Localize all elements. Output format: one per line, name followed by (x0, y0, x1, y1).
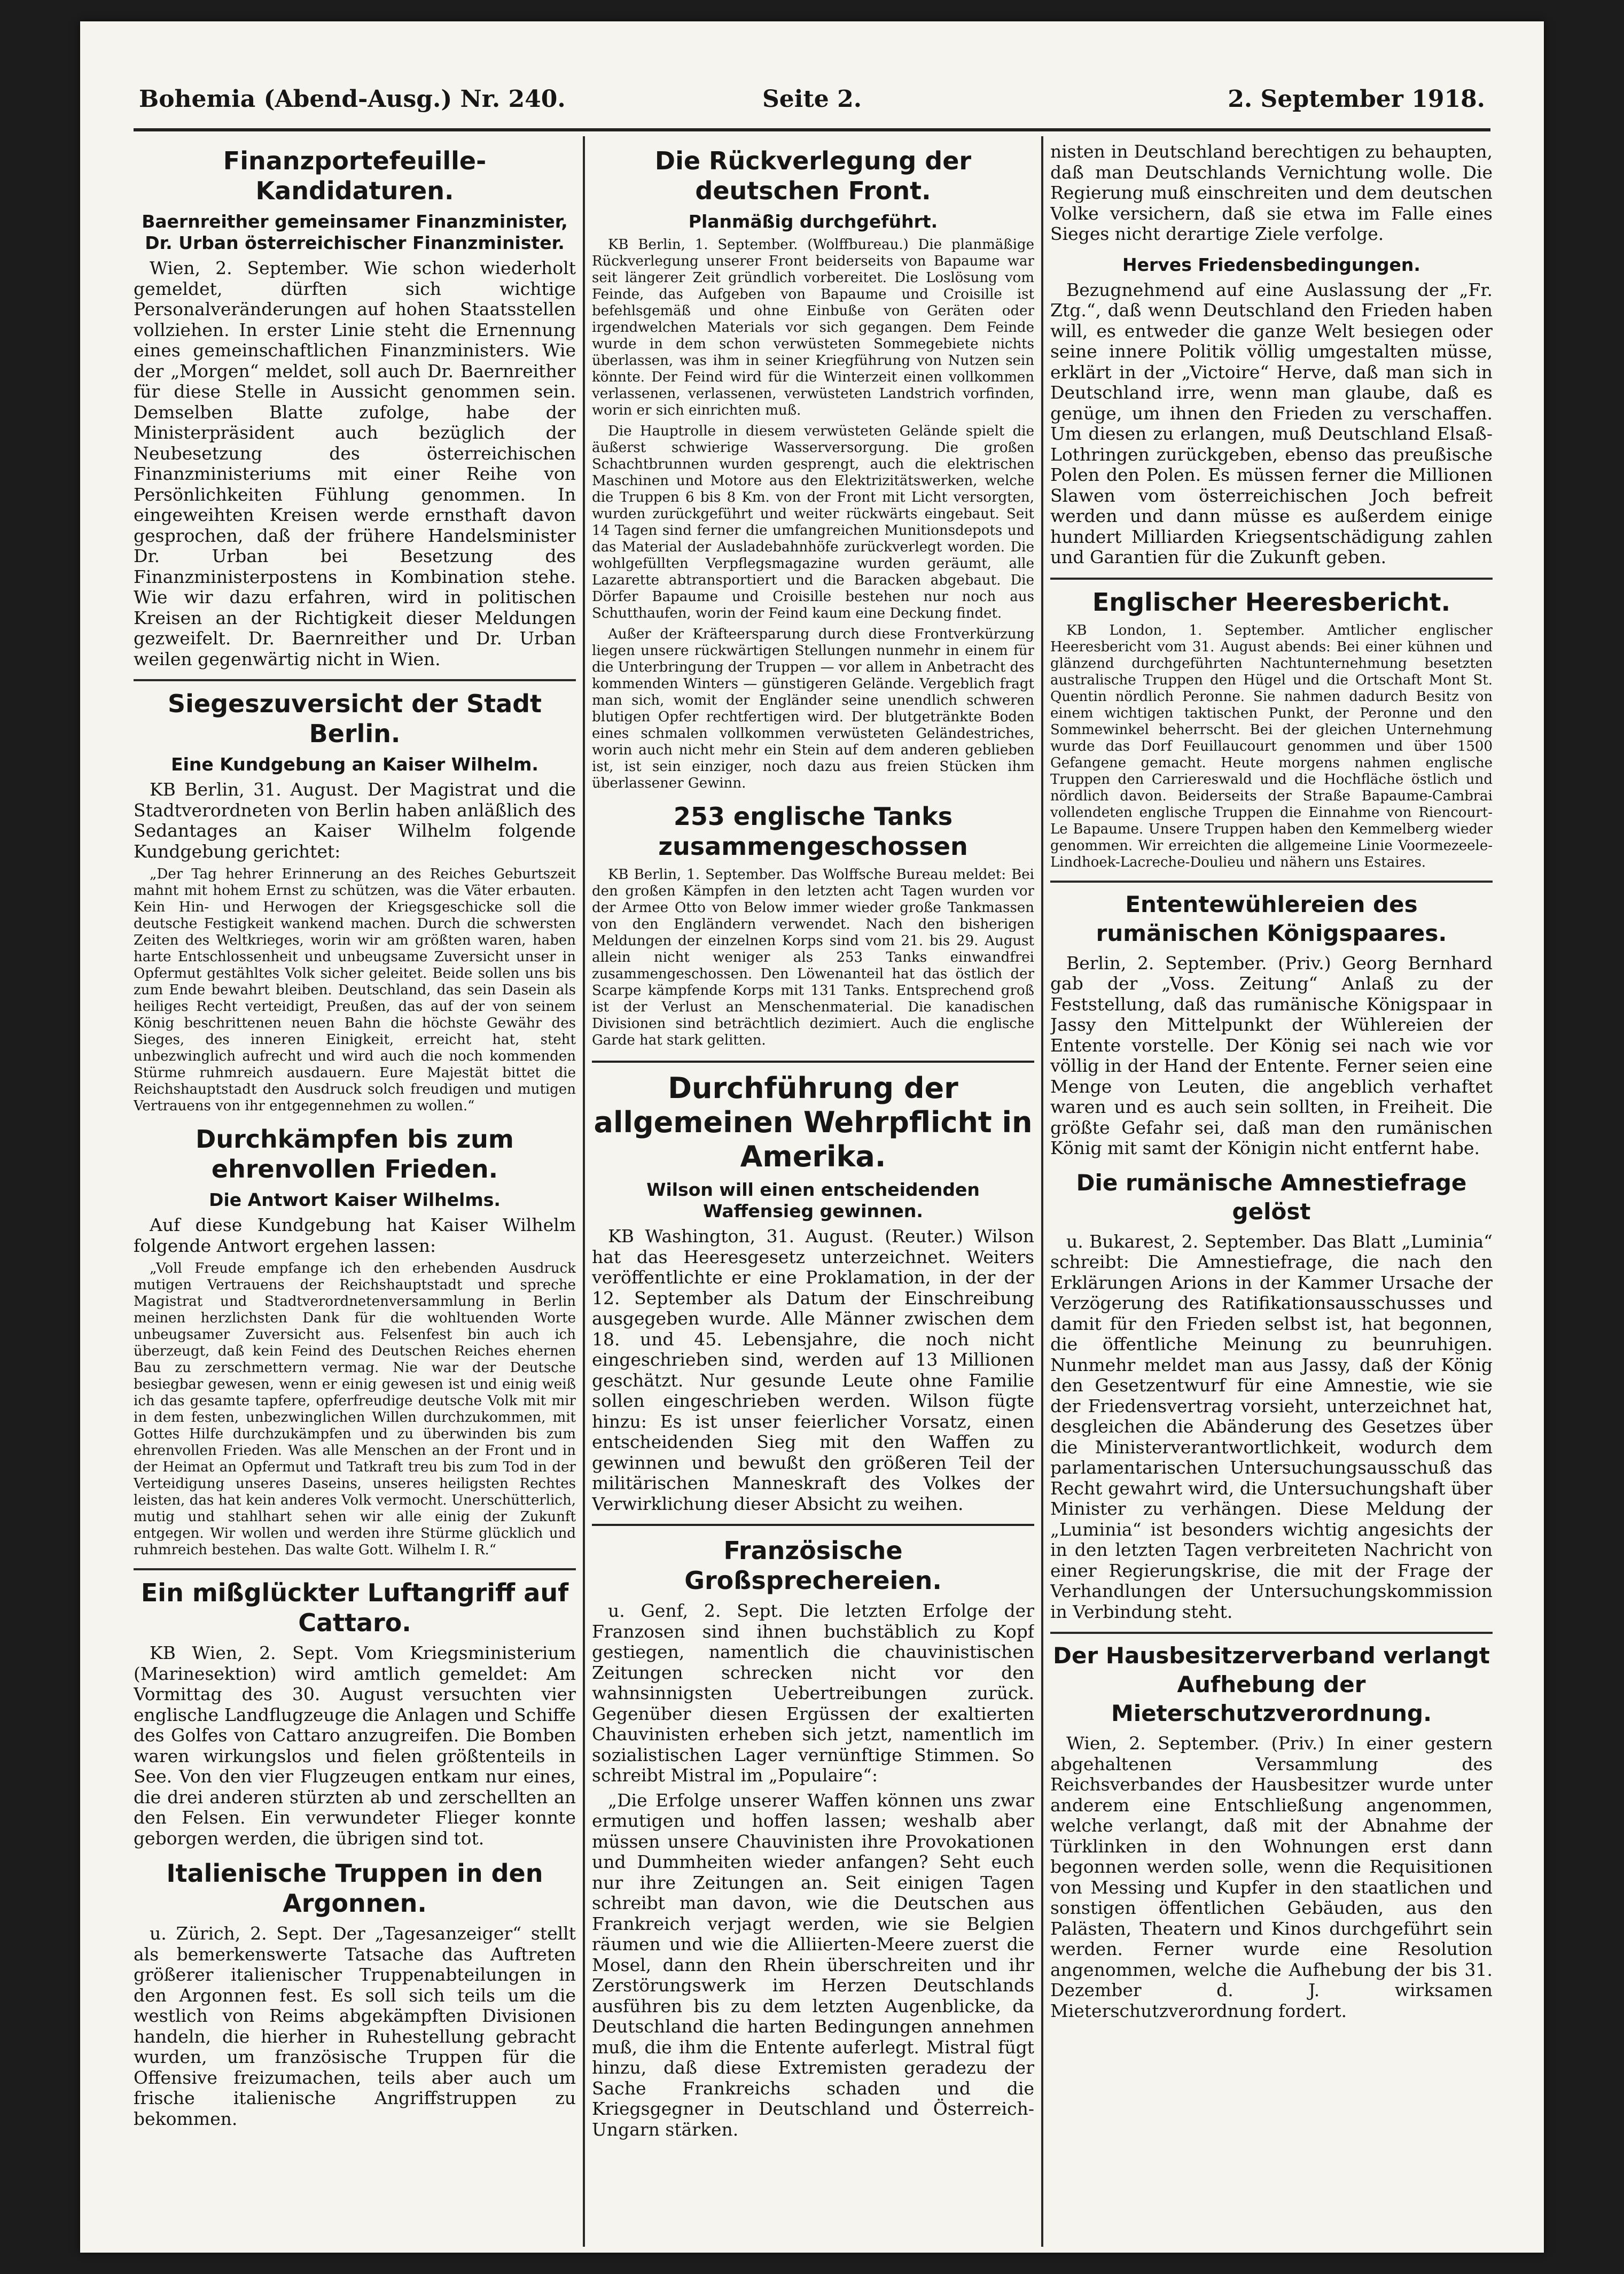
article-hausbesitzerverband (1050, 1641, 1493, 2021)
article-heeresbericht (1050, 587, 1493, 871)
article-body: nisten in Deutschland berechtigen zu behaupten, daß man Deutschlands Vernichtung wolle. Die Regierung muß einschreiten und dem deutschen Volke versichern, daß sie etwa im Falle eines Sieges nicht derartige Ziele verfolge. (1050, 142, 1493, 244)
article-body: KB Washington, 31. August. (Reuter.) Wilson hat das Heeresgesetz unterzeichnet. Weiters veröffentlichte er eine Proklamation, in der der 12. September als Datum der Einschreibung ausgegeben wurde. Alle Männer zwischen dem 18. und 45. Lebensjahre, die noch nicht eingeschrieben sind, werden auf 13 Millionen geschätzt. Nur gesunde Leute ohne Familie sollen eingeschrieben werden. Wilson fügte hinzu: Es ist unser feierlicher Vorsatz, einen entscheidenden Sieg mit den Waffen zu gewinnen und bewußt den größeren Teil der militärischen Manneskraft des Volkes der Verwirklichung dieser Absicht zu weihen. (592, 1226, 1034, 1514)
article-title: Italienische Truppen in den Argonnen. (166, 1859, 543, 1918)
article-quote: „Der Tag hehrer Erinnerung an des Reiches Geburtszeit mahnt mit hohem Ernst zu schützen, was die Väter erbauten. Kein Hin- und Herwogen der Kriegsgeschicke soll die deutsche Festigkeit wankend machen. Durch die schwersten Zeiten des Weltkrieges, worin wir am größten waren, haben harte Entschlossenheit und unbeugsame Zuversicht unser in Opfermut gestähltes Volk sicher geleitet. Beide sollen uns bis zum Ende bewahrt bleiben. Deutschland, das sein Dasein als heiliges Recht verteidigt, Preußen, das auf der von seinem König beschrittenen neuen Bahn die höchste Gewähr des Sieges, des inneren Einigkeit, erreicht hat, steht unbezwinglich aufrecht und wird auch die noch kommenden Stürme ruhmreich ausdauern. Eure Majestät bittet die Reichshauptstadt den Ausdruck solch freudigen und mutigen Vertrauens von ihr entgegennehmen zu wollen.“ (134, 866, 576, 1114)
article-body: u. Genf, 2. Sept. Die letzten Erfolge der Franzosen sind ihnen buchstäblich zu Kopf gestiegen, namentlich die chauvinistischen Zeitungen schrecken nicht vor den wahnsinnigsten Uebertreibungen zurück. Gegenüber diesen Ergüssen der exaltierten Chauvinisten erheben sich jetzt, namentlich im sozialistischen Lager vernünftige Stimmen. So schreibt Mistral im „Populaire“: (592, 1600, 1034, 1786)
article-body: KB Berlin, 1. September. Das Wolffsche Bureau meldet: Bei den großen Kämpfen in den letzten acht Tagen wurden vor der Armee Otto von Below immer wieder große Tankmassen von den Engländern verwendet. Nach den bisherigen Meldungen der einzelnen Korps sind vom 21. bis 29. August allein nicht weniger als 253 Tanks einwandfrei zusammengeschossen. Den Löwenanteil hat das östlich der Scarpe kämpfende Korps mit 131 Tanks. Entsprechend groß ist der Verlust an Menschenmaterial. Die kanadischen Divisionen sind beträchtlich dezimiert. Auch die englische Garde hat stark gelitten. (592, 867, 1034, 1048)
article-grosssprechereien (592, 1536, 1034, 2140)
article-body: Bezugnehmend auf eine Auslassung der „Fr. Ztg.“, daß wenn Deutschland den Frieden haben will, es entweder die ganze Welt besiegen oder seine innere Politik völlig umgestalten müsse, erklärt in der „Victoire“ Herve, daß man sich in Deutschland irre, wenn man glaube, daß es genüge, um ihnen den Frieden zu verschaffen. Um diesen zu erlangen, muß Deutschland Elsaß-Lothringen zurückgeben, ebenso das preußische Polen den Polen. Es müssen ferner die Millionen Slawen vom österreichischen Joch befreit werden und dann müsse es außerdem einige hundert Milliarden Kriegsentschädigung zahlen und Garantien für die Zukunft geben. (1050, 279, 1493, 567)
article-body: KB Berlin, 1. September. (Wolffbureau.) Die planmäßige Rückverlegung unserer Front beiderseits von Bapaume war seit längerer Zeit gründlich vorbereitet. Die Loslösung vom Feinde, das Aufgeben von Bapaume und Croisille ist befehlsgemäß und ohne Einbuße von Geräten oder irgendwelchen Materials vor sich gegangen. Dem Feinde wurde in dem schon verwüsteten Sommegebiete nichts überlassen, was ihm in seiner Kriegführung von Nutzen sein könnte. Der Feind wird für die Winterzeit einen vollkommen verlassenen, verlassenen, verwüsteten Landstrich vorfinden, worin er sich einrichten muß. (592, 237, 1034, 418)
article-ententewuehlereien (1050, 890, 1493, 1159)
article-title: Durchführung der allgemeinen Wehrpflicht in Amerika. (594, 1071, 1033, 1173)
article-body: Auf diese Kundgebung hat Kaiser Wilhelm folgende Antwort ergehen lassen: (134, 1214, 576, 1256)
article-amnestiefrage (1050, 1169, 1493, 1623)
article-body: Wien, 2. September. Wie schon wiederholt gemeldet, dürften sich wichtige Personalveränderungen auf hohen Staatsstellen vollziehen. In erster Linie steht die Ernennung eines gemeinschaftlichen Finanzministers. Wie der „Morgen“ meldet, soll auch Dr. Baernreither für diese Stelle in Aussicht genommen sein. Demselben Blatte zufolge, habe der Ministerpräsident auch bezüglich der Neubesetzung des österreichischen Finanzministeriums mit einer Reihe von Persönlichkeiten Fühlung genommen. In eingeweihten Kreisen werde ernsthaft davon gesprochen, daß der frühere Handelsminister Dr. Urban bei Besetzung des Finanzministerpostens in Kombination stehe. Wie wir dazu erfahren, wird in politischen Kreisen an der Richtigkeit dieser Meldungen gezweifelt. Dr. Baernreither und Dr. Urban weilen gegenwärtig nicht in Wien. (134, 258, 576, 669)
article-separator (1050, 1632, 1493, 1634)
article-title: Die rumänische Amnestiefrage gelöst (1076, 1169, 1467, 1225)
article-argonnen (134, 1858, 576, 2129)
article-tanks (592, 801, 1034, 1049)
article-separator (134, 679, 576, 681)
page-header (139, 85, 1485, 123)
article-title: Die Rückverlegung der deutschen Front. (654, 146, 972, 205)
article-title: Englischer Heeresbericht. (1092, 587, 1451, 617)
newspaper-page (80, 21, 1544, 2253)
article-separator (1050, 578, 1493, 580)
article-body: Wien, 2. September. (Priv.) In einer gestern abgehaltenen Versammlung des Reichsverbandes der Hausbesitzer wurde unter anderem eine Entschließung angenommen, welche verlangt, daß mit der Abnahme der Türklinken in den Wohnungen erst dann begonnen werden solle, wenn die Requisitionen von Messing und Kupfer in den staatlichen und sonstigen öffentlichen Gebäuden, aus den Palästen, Theatern und Kinos durchgeführt sein werden. Ferner wurde eine Resolution angenommen, welche die Aufhebung der bis 31. Dezember d. J. wirksamen Mieterschutzverordnung fordert. (1050, 1733, 1493, 2021)
article-quote: „Voll Freude empfange ich den erhebenden Ausdruck mutigen Vertrauens der Reichshauptstadt und spreche Magistrat und Stadtverordnetenversammlung in Berlin meinen herzlichsten Dank für die wohltuenden Worte unbeugsamer Zuversicht aus. Felsenfest bin auch ich überzeugt, daß kein Feind des Deutschen Reiches ehernen Bau zu zerschmettern vermag. Nie war der Deutsche besiegbar gewesen, wenn er einig gewesen ist und einig weiß ich das gesamte tapfere, opferfreudige deutsche Volk mit mir in dem festen, unbezwinglichen Willen durchzukommen, mit Gottes Hilfe durchzukämpfen und zu überwinden bis zum ehrenvollen Frieden. Was alle Menschen an der Front und in der Heimat an Opfermut und Tatkraft treu bis zum Tod in der Verteidigung unseres Daseins, unseres heiligsten Rechtes leisten, das hat kein anderes Volk vermocht. Unerschütterlich, mutig und stahlhart sehen wir alle einig der Zukunft entgegen. Wir wollen und werden ihre Stürme glücklich und ruhmreich bestehen. Das walte Gott. Wilhelm I. R.“ (134, 1260, 576, 1558)
article-herve (1050, 254, 1493, 568)
article-body: KB London, 1. September. Amtlicher englischer Heeresbericht vom 31. August abends: Bei einer kühnen und glänzend durchgeführten Nachtunternehmung besetzten australische Truppen den Hügel und die Ortschaft Mont St. Quentin nördlich Peronne. Sie nahmen dadurch Besitz von einem wichtigen taktischen Punkt, der Peronne und den Sommewinkel beherrscht. Bei der gleichen Unternehmung wurde das Dorf Feuillaucourt genommen und über 1500 Gefangene gemacht. Heute morgens nahmen englische Truppen den Carriereswald und die Hochfläche östlich und nördlich davon. Beiderseits der Straße Bapaume-Cambrai vollendeten englische Truppen die Einnahme von Riencourt-Le Bapaume. Unsere Truppen haben den Kemmelberg wieder genommen. Wir erreichten die allgemeine Linie Voormezeele-Lindhoek-Lacreche-Doulieu und nähern uns Estaires. (1050, 622, 1493, 870)
article-subtitle: Baernreither gemeinsamer Finanzminister, Dr. Urban österreichischer Finanzminister. (142, 211, 568, 253)
article-rueckverlegung (592, 146, 1034, 792)
article-continuation (1050, 142, 1493, 245)
header-page-number: Seite 2. (762, 85, 862, 113)
article-body: u. Bukarest, 2. September. Das Blatt „Luminia“ schreibt: Die Amnestiefrage, die nach den Erklärungen Arions in der Kammer Ursache der Verzögerung des Ratifikationsausschusses und damit für den Frieden selbst ist, hat begonnen, die öffentliche Meinung zu beunruhigen. Nunmehr meldet man aus Jassy, daß der König den Gesetzentwurf für eine Amnestie, wie sie der Friedensvertrag vorsieht, unterzeichnet hat, desgleichen die Abänderung des Gesetzes über die Ministerverantwortlichkeit, wodurch dem parlamentarischen Untersuchungsausschuß das Recht gewahrt wird, die Untersuchungshaft über Minister zu verhängen. Diese Meldung der „Luminia“ ist besonders wichtig angesichts der in den letzten Tagen verbreiteten Nachricht von einer Regierungskrise, die mit der Frage der Verhandlungen der Untersuchungskommission in Verbindung steht. (1050, 1231, 1493, 1622)
article-subtitle: Wilson will einen entscheidenden Waffensieg gewinnen. (646, 1179, 980, 1221)
column-rule-2 (1041, 136, 1043, 2247)
article-durchkaempfen (134, 1124, 576, 1559)
article-siegeszuversicht (134, 689, 576, 1115)
header-date: 2. September 1918. (1228, 85, 1485, 113)
article-wehrpflicht (592, 1061, 1034, 1526)
column-2 (592, 142, 1034, 2244)
article-separator (134, 1568, 576, 1570)
article-subtitle: Die Antwort Kaiser Wilhelms. (209, 1189, 501, 1210)
article-body: Berlin, 2. September. (Priv.) Georg Bernhard gab der „Voss. Zeitung“ Anlaß zu der Feststellung, daß das rumänische Königspaar in Jassy den Mittelpunkt der Wühlereien der Entente vorstelle. Der König sei nach wie vor völlig in der Hand der Entente. Ferner seien eine Menge von Leuten, die angeblich verhaftet waren und es auch sein sollten, in Freiheit. Die größte Gefahr sei, daß man den rumänischen König mit samt der Königin nicht entfernt habe. (1050, 952, 1493, 1158)
column-rule-1 (583, 136, 585, 2247)
article-subtitle: Eine Kundgebung an Kaiser Wilhelm. (171, 754, 538, 775)
article-separator (1050, 881, 1493, 883)
article-body: Außer der Kräfteersparung durch diese Frontverkürzung liegen unsere rückwärtigen Stellungen nunmehr in einem für die Unterbringung der Truppen — vor allem in Anbetracht des kommenden Winters — günstigeren Gelände. Vergeblich fragt man sich, womit der Engländer seine unendlich schweren blutigen Opfer rechtfertigen wird. Der blutgetränkte Boden eines schmalen vollkommen verwüsteten Geländestriches, worin auch nicht mehr ein Stein auf dem anderen geblieben ist, ist sein einziger, noch dazu aus freien Stücken ihm überlassener Gewinn. (592, 626, 1034, 791)
column-1 (134, 142, 576, 2244)
column-3 (1050, 142, 1493, 2244)
article-title: Herves Friedensbedingungen. (1122, 254, 1420, 275)
article-cattaro (134, 1578, 576, 1849)
article-title: Ein mißglückter Luftangriff auf Cattaro. (140, 1578, 569, 1637)
article-title: Durchkämpfen bis zum ehrenvollen Frieden. (196, 1125, 514, 1183)
header-rule (134, 128, 1490, 131)
article-body: u. Zürich, 2. Sept. Der „Tagesanzeiger“ stellt als bemerkenswerte Tatsache das Auftreten größerer italienischer Truppenabteilungen in den Argonnen fest. Es soll sich teils um die westlich von Reims abgekämpften Divisionen handeln, die hierher in Ruhestellung gebracht wurden, um französische Truppen für die Offensive freizumachen, teils aber auch um frische italienische Angriffstruppen zu bekommen. (134, 1923, 576, 2129)
header-issue: Bohemia (Abend-Ausg.) Nr. 240. (139, 85, 566, 113)
article-title: 253 englische Tanks zusammengeschossen (658, 802, 968, 861)
article-title: Siegeszuversicht der Stadt Berlin. (167, 689, 542, 748)
article-title: Ententewühlereien des rumänischen Königspaares. (1096, 891, 1447, 946)
article-title: Finanzportefeuille-Kandidaturen. (223, 146, 487, 205)
article-body: Die Hauptrolle in diesem verwüsteten Gelände spielt die äußerst schwierige Wasserversorgung. Die großen Schachtbrunnen wurden gesprengt, auch die elektrischen Maschinen und Motore aus den Elektrizitätswerken, welche die Truppen 6 bis 8 Km. von der Front mit Licht versorgten, wurden zurückgeführt und weiter rückwärts eingebaut. Seit 14 Tagen sind ferner die umfangreichen Munitionsdepots und das Material der Ausladebahnhöfe zurückverlegt worden. Die wohlgefüllten Verpflegsmagazine wurden geräumt, alle Lazarette abtransportiert und die Baracken abgebaut. Die Dörfer Bapaume und Croisille bestehen nur noch aus Schutthaufen, worin der Feind kaum eine Deckung findet. (592, 423, 1034, 621)
article-title: Französische Großsprechereien. (684, 1536, 942, 1595)
article-body: KB Wien, 2. Sept. Vom Kriegsministerium (Marinesektion) wird amtlich gemeldet: Am Vormittag des 30. August versuchten vier englische Landflugzeuge die Anlagen und Schiffe des Golfes von Cattaro anzugreifen. Die Bomben waren wirkungslos und fielen größtenteils in See. Von den vier Flugzeugen entkam nur eines, die drei anderen stürzten ab und zerschellten an den Felsen. Ein verwundeter Flieger konnte geborgen werden, die übrigen sind tot. (134, 1642, 576, 1849)
article-quote: „Die Erfolge unserer Waffen können uns zwar ermutigen und hoffen lassen; weshalb aber müssen unsere Chauvinisten ihre Provokationen und Dummheiten wieder anfangen? Seht euch nur ihre Zeitungen an. Seit einigen Tagen schreibt man davon, wie die Deutschen aus Frankreich verjagt werden, wie sie Belgien räumen und wie die Alliierten-Meere zuerst die Mosel, dann den Rhein überschreiten und ihr Zerstörungswerk im Herzen Deutschlands ausführen bis zu dem letzten Augenblicke, da Deutschland die harten Bedingungen annehmen muß, die ihm die Entente auferlegt. Mistral fügt hinzu, daß diese Extremisten geradezu der Sache Frankreichs schaden und die Kriegsgegner in Deutschland und Österreich-Ungarn stärken. (592, 1789, 1034, 2140)
article-title: Der Hausbesitzerverband verlangt Aufhebung der Mieterschutzverordnung. (1053, 1642, 1490, 1726)
article-body: KB Berlin, 31. August. Der Magistrat und die Stadtverordneten von Berlin haben anläßlich des Sedantages an Kaiser Wilhelm folgende Kundgebung gerichtet: (134, 779, 576, 862)
article-finanzportefeuille (134, 146, 576, 669)
article-subtitle: Planmäßig durchgeführt. (688, 211, 938, 232)
